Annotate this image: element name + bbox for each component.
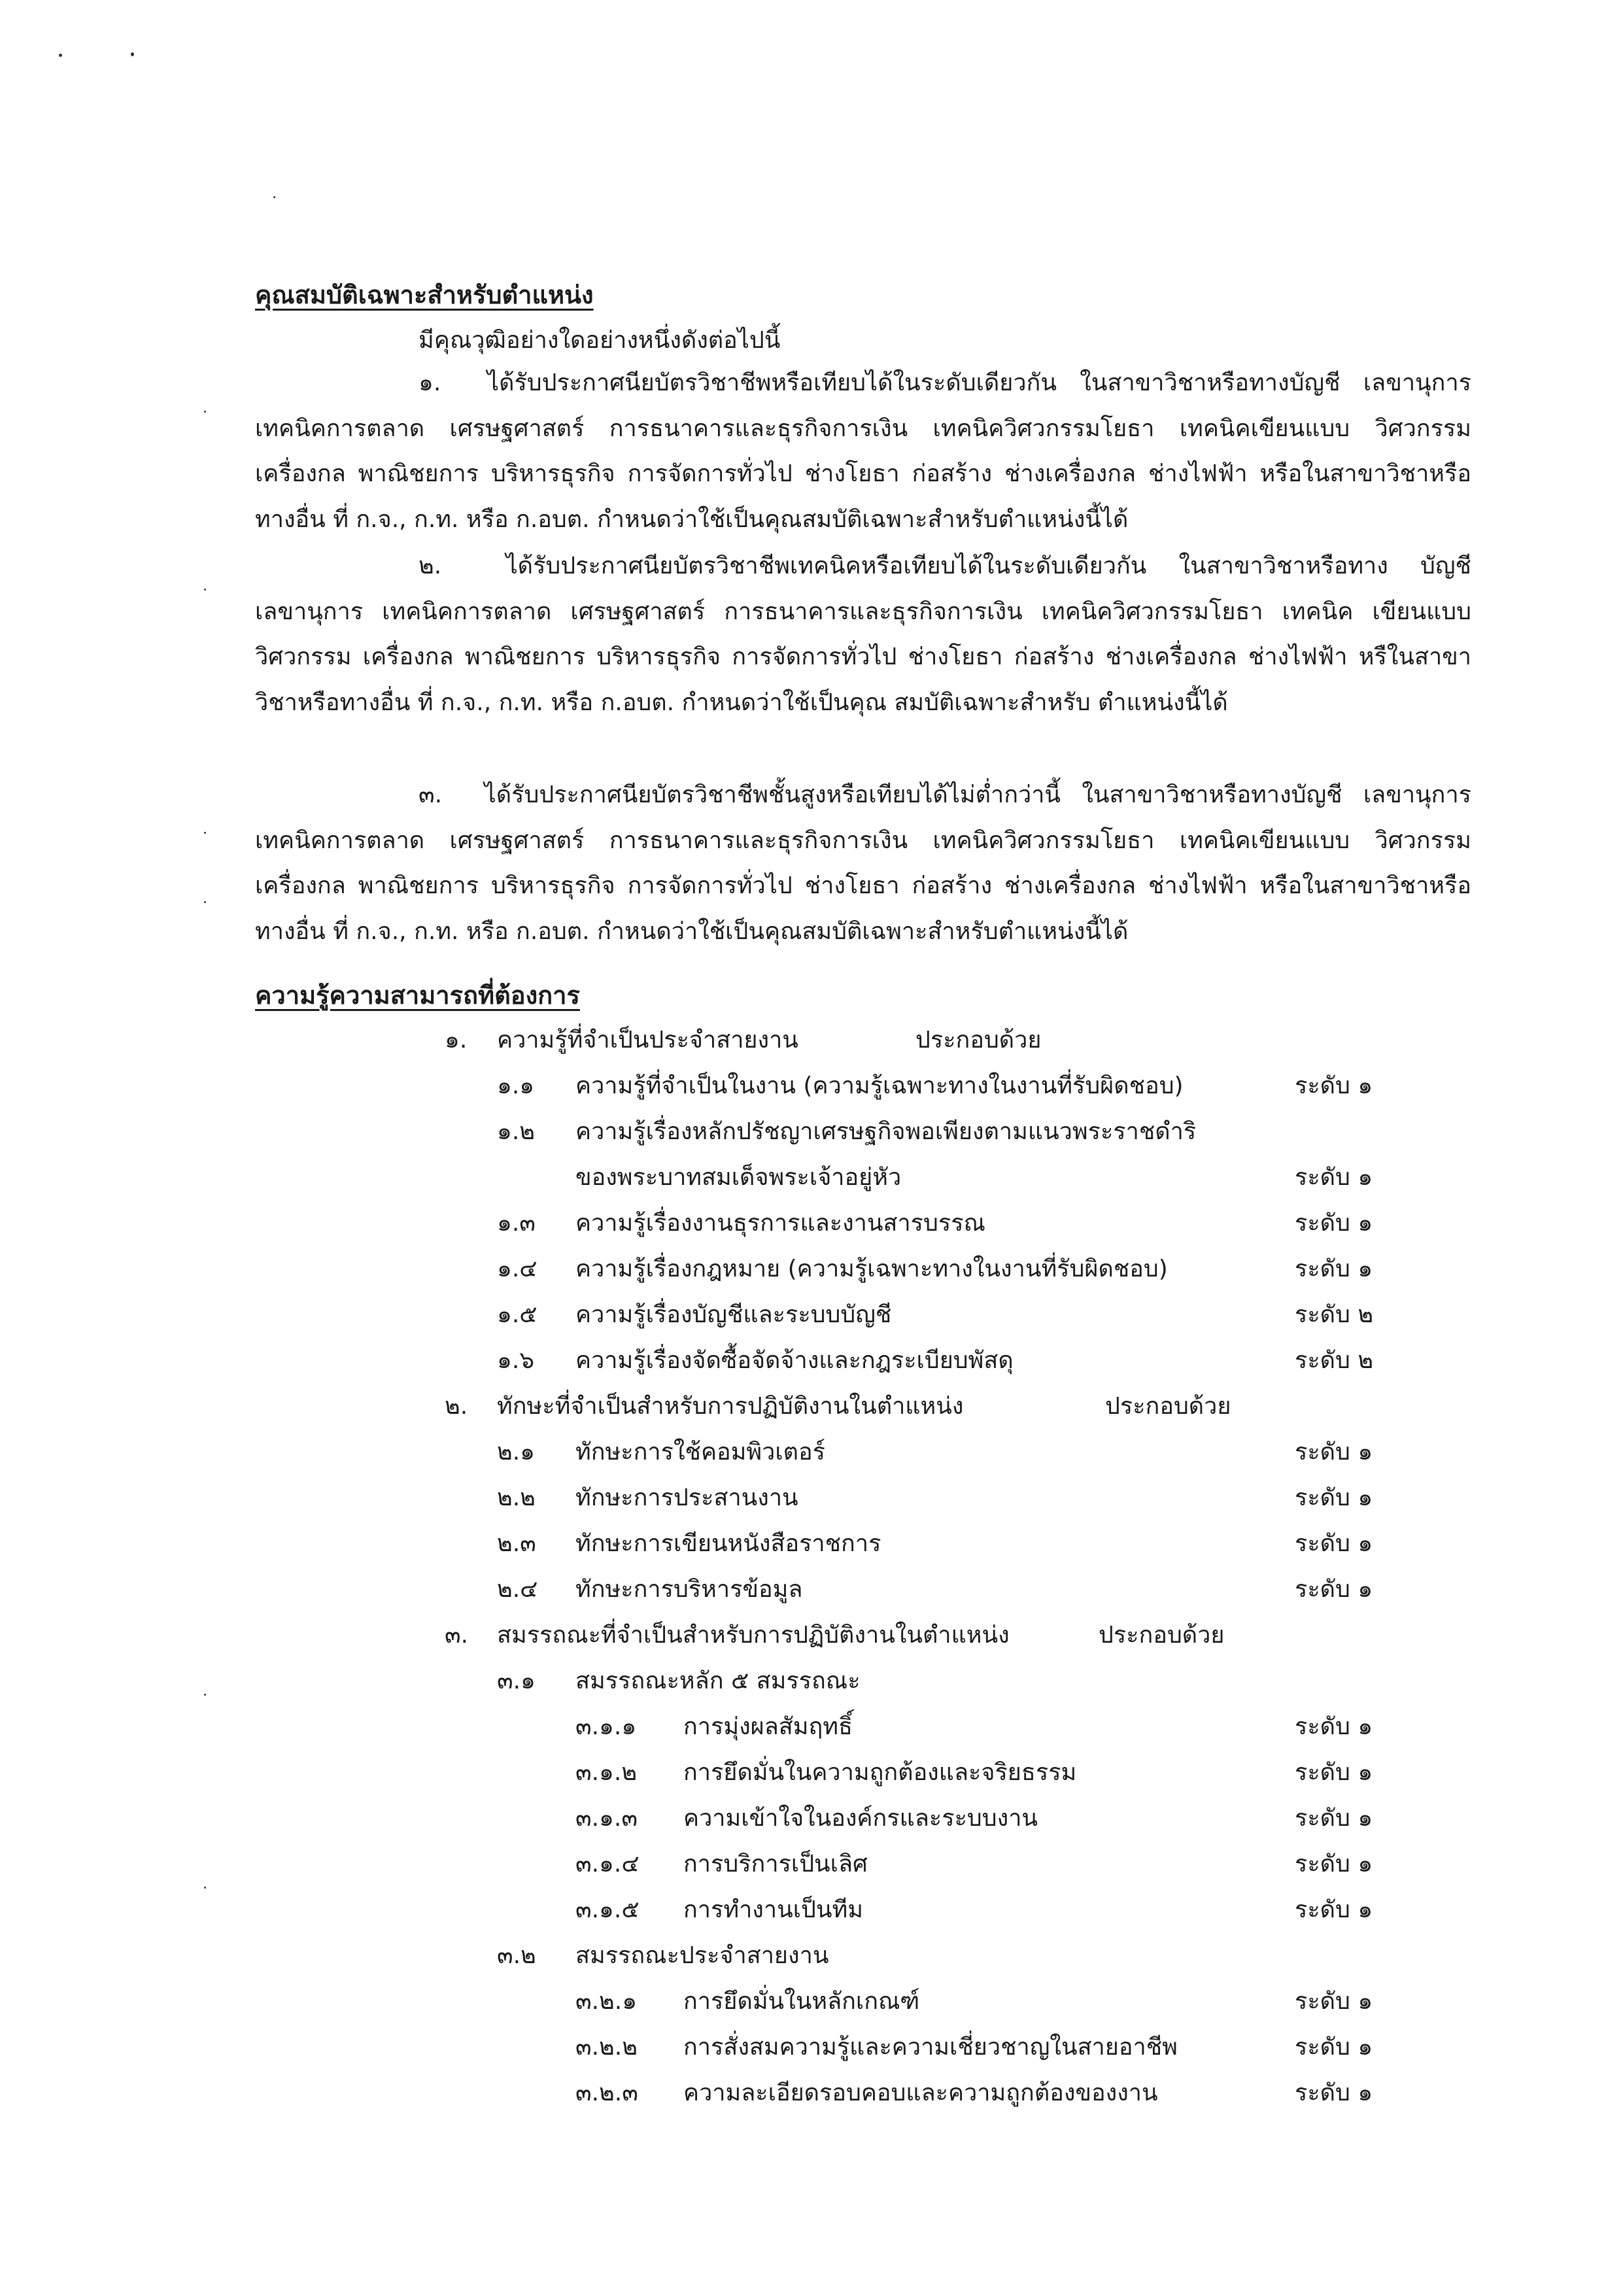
knowledge-row bbox=[0, 1479, 1623, 1518]
knowledge-row bbox=[0, 1158, 1623, 1197]
row-level: ระดับ ๑ bbox=[1295, 1759, 1373, 1786]
qualification-item-text: ได้รับประกาศนียบัตรวิชาชีพหรือเทียบได้ในระดับเดียวกัน ในสาขาวิชาหรือทางบัญชี เลขานุการ เทคนิคการตลาด เศรษฐศาสตร์ การธนาคารและธุรกิจการเงิน เทคนิควิศวกรรมโยธา เทคนิคเขียนแบบ วิศวกรรมเครื่องกล พาณิชยการ บริหารธุรกิจ การจัดการทั่วไป ช่างโยธา ก่อสร้าง ช่างเครื่องกล ช่างไฟฟ้า หรือในสาขาวิชาหรือทางอื่น ที่ ก.จ., ก.ท. หรือ ก.อบต. กำหนดว่าใช้เป็นคุณสมบัติเฉพาะสำหรับตำแหน่งนี้ได้ bbox=[255, 369, 1472, 533]
qualification-item-3 bbox=[255, 772, 1471, 954]
knowledge-row bbox=[0, 1204, 1623, 1243]
row-level: ระดับ ๑ bbox=[1295, 1210, 1373, 1237]
row-text: การสั่งสมความรู้และความเชี่ยวชาญในสายอาชีพ bbox=[683, 2034, 1178, 2061]
row-text: ทักษะที่จำเป็นสำหรับการปฏิบัติงานในตำแหน่ง bbox=[497, 1393, 964, 1420]
row-text: ความรู้เรื่องบัญชีและระบบบัญชี bbox=[575, 1301, 892, 1328]
row-level: ระดับ ๑ bbox=[1295, 1851, 1373, 1877]
row-number: ๒.๑ bbox=[497, 1439, 536, 1465]
row-number: ๒. bbox=[445, 1393, 468, 1420]
scan-speck bbox=[204, 589, 206, 591]
row-number: ๓.๑ bbox=[497, 1668, 536, 1694]
row-number: ๓.๒.๓ bbox=[575, 2080, 638, 2106]
knowledge-row bbox=[0, 1021, 1623, 1060]
row-level: ระดับ ๑ bbox=[1295, 2034, 1373, 2061]
row-text: ของพระบาทสมเด็จพระเจ้าอยู่หัว bbox=[575, 1164, 902, 1191]
row-text: ความรู้เรื่องหลักปรัชญาเศรษฐกิจพอเพียงตามแนวพระราชดำริ bbox=[575, 1118, 1197, 1145]
row-level: ระดับ ๑ bbox=[1295, 1988, 1373, 2015]
knowledge-row bbox=[0, 1936, 1623, 1976]
qualifications-intro: มีคุณวุฒิอย่างใดอย่างหนึ่งดังต่อไปนี้ bbox=[419, 327, 781, 354]
row-number: ๑.๕ bbox=[497, 1301, 538, 1328]
knowledge-row bbox=[0, 1753, 1623, 1792]
row-text: สมรรถณะประจำสายงาน bbox=[575, 1942, 829, 1969]
row-number: ๒.๒ bbox=[497, 1484, 536, 1511]
row-number: ๒.๓ bbox=[497, 1530, 536, 1557]
row-text: การยึดมั่นในหลักเกณฑ์ bbox=[683, 1988, 920, 2015]
row-number: ๓.๑.๓ bbox=[575, 1805, 638, 1832]
row-text: การทำงานเป็นทีม bbox=[683, 1896, 863, 1923]
knowledge-row bbox=[0, 1250, 1623, 1289]
row-text: การยึดมั่นในความถูกต้องและจริยธรรม bbox=[683, 1759, 1077, 1786]
qualification-item-text: ได้รับประกาศนียบัตรวิชาชีพเทคนิคหรือเทียบได้ในระดับเดียวกัน ในสาขาวิชาหรือทาง บัญชี เลขานุการ เทคนิคการตลาด เศรษฐศาสตร์ การธนาคารและธุรกิจการเงิน เทคนิควิศวกรรมโยธา เทคนิค เขียนแบบวิศวกรรม เครื่องกล พาณิชยการ บริหารธุรกิจ การจัดการทั่วไป ช่างโยธา ก่อสร้าง ช่างเครื่องกล ช่างไฟฟ้า หรืในสาขาวิชาหรือทางอื่น ที่ ก.จ., ก.ท. หรือ ก.อบต. กำหนดว่าใช้เป็นคุณ สมบัติเฉพาะสำหรับ ตำแหน่งนี้ได้ bbox=[255, 553, 1471, 716]
row-number: ๑.๖ bbox=[497, 1347, 535, 1374]
row-text: สมรรถณะหลัก ๕ สมรรถณะ bbox=[575, 1668, 861, 1694]
row-text: สมรรถณะที่จำเป็นสำหรับการปฏิบัติงานในตำแหน่ง bbox=[497, 1622, 1010, 1649]
scan-speck bbox=[204, 832, 206, 834]
knowledge-row bbox=[0, 1295, 1623, 1335]
row-text: ความรู้ที่จำเป็นประจำสายงาน bbox=[497, 1027, 798, 1054]
row-text: ความรู้เรื่องจัดซื้อจัดจ้างและกฎระเบียบพัสดุ bbox=[575, 1347, 1014, 1374]
row-level: ระดับ ๑ bbox=[1295, 1530, 1373, 1557]
knowledge-row bbox=[0, 1662, 1623, 1701]
qualification-item-number: ๒. bbox=[419, 553, 442, 579]
scan-speck bbox=[204, 901, 206, 903]
row-level: ระดับ ๑ bbox=[1295, 1805, 1373, 1832]
row-level: ระดับ ๑ bbox=[1295, 2080, 1373, 2106]
knowledge-row bbox=[0, 1433, 1623, 1472]
row-number: ๓.๒ bbox=[497, 1942, 536, 1969]
knowledge-row bbox=[0, 1982, 1623, 2021]
qualification-item-2 bbox=[255, 543, 1471, 725]
knowledge-row bbox=[0, 1616, 1623, 1655]
row-number: ๓.๑.๕ bbox=[575, 1896, 640, 1923]
row-number: ๑.๓ bbox=[497, 1210, 536, 1237]
row-level: ระดับ ๑ bbox=[1295, 1484, 1373, 1511]
row-text: ทักษะการใช้คอมพิวเตอร์ bbox=[575, 1439, 825, 1465]
row-text: ความรู้เรื่องงานธุรการและงานสารบรรณ bbox=[575, 1210, 985, 1237]
knowledge-row bbox=[0, 1524, 1623, 1564]
row-level: ระดับ ๑ bbox=[1295, 1713, 1373, 1740]
row-text: ทักษะการบริหารข้อมูล bbox=[575, 1576, 803, 1603]
qualification-item-number: ๓. bbox=[419, 781, 443, 808]
knowledge-row bbox=[0, 1387, 1623, 1426]
row-level: ระดับ ๑ bbox=[1295, 1164, 1373, 1191]
scan-speck bbox=[273, 196, 275, 198]
row-extra: ประกอบด้วย bbox=[915, 1027, 1042, 1054]
row-text: ทักษะการเขียนหนังสือราชการ bbox=[575, 1530, 881, 1557]
knowledge-row bbox=[0, 1799, 1623, 1838]
row-text: ความเข้าใจในองค์กรและระบบงาน bbox=[683, 1805, 1038, 1832]
row-text: การบริการเป็นเลิศ bbox=[683, 1851, 868, 1877]
scan-speck bbox=[204, 1887, 206, 1889]
knowledge-row bbox=[0, 2074, 1623, 2113]
knowledge-heading: ความรู้ความสามารถที่ต้องการ bbox=[255, 981, 580, 1010]
row-number: ๓. bbox=[445, 1622, 469, 1649]
row-number: ๑.๒ bbox=[497, 1118, 536, 1145]
row-text: ความรู้เรื่องกฎหมาย (ความรู้เฉพาะทางในงานที่รับผิดชอบ) bbox=[575, 1256, 1168, 1282]
row-text: การมุ่งผลสัมฤทธิ์ bbox=[683, 1713, 853, 1740]
row-number: ๓.๑.๑ bbox=[575, 1713, 637, 1740]
row-level: ระดับ ๑ bbox=[1295, 1896, 1373, 1923]
qualifications-heading: คุณสมบัติเฉพาะสำหรับตำแหน่ง bbox=[255, 281, 594, 309]
row-level: ระดับ ๒ bbox=[1295, 1301, 1374, 1328]
qualification-item-text: ได้รับประกาศนียบัตรวิชาชีพชั้นสูงหรือเทียบได้ไม่ต่ำกว่านี้ ในสาขาวิชาหรือทางบัญชี เลขานุการ เทคนิคการตลาด เศรษฐศาสตร์ การธนาคารและธุรกิจการเงิน เทคนิควิศวกรรมโยธา เทคนิคเขียนแบบ วิศวกรรม เครื่องกล พาณิชยการ บริหารธุรกิจ การจัดการทั่วไป ช่างโยธา ก่อสร้าง ช่างเครื่องกล ช่างไฟฟ้า หรือในสาขาวิชาหรือทางอื่น ที่ ก.จ., ก.ท. หรือ ก.อบต. กำหนดว่าใช้เป็นคุณสมบัติเฉพาะสำหรับตำแหน่งนี้ได้ bbox=[255, 781, 1471, 945]
row-number: ๑.๑ bbox=[497, 1072, 535, 1099]
knowledge-row bbox=[0, 1570, 1623, 1609]
row-number: ๓.๑.๔ bbox=[575, 1851, 640, 1877]
qualification-item-1 bbox=[255, 360, 1471, 542]
row-level: ระดับ ๑ bbox=[1295, 1439, 1373, 1465]
knowledge-row bbox=[0, 1845, 1623, 1884]
row-extra: ประกอบด้วย bbox=[1105, 1393, 1231, 1420]
row-level: ระดับ ๑ bbox=[1295, 1576, 1373, 1603]
scan-speck bbox=[204, 411, 206, 413]
row-text: ความละเอียดรอบคอบและความถูกต้องของงาน bbox=[683, 2080, 1158, 2106]
scan-speck bbox=[131, 52, 134, 56]
row-level: ระดับ ๒ bbox=[1295, 1347, 1374, 1374]
knowledge-row bbox=[0, 2028, 1623, 2067]
row-number: ๒.๔ bbox=[497, 1576, 538, 1603]
knowledge-row bbox=[0, 1112, 1623, 1152]
row-level: ระดับ ๑ bbox=[1295, 1256, 1373, 1282]
knowledge-row bbox=[0, 1341, 1623, 1380]
row-level: ระดับ ๑ bbox=[1295, 1072, 1373, 1099]
row-text: ทักษะการประสานงาน bbox=[575, 1484, 798, 1511]
knowledge-row bbox=[0, 1891, 1623, 1930]
row-number: ๓.๒.๑ bbox=[575, 1988, 638, 2015]
row-number: ๓.๑.๒ bbox=[575, 1759, 638, 1786]
row-number: ๓.๒.๒ bbox=[575, 2034, 638, 2061]
row-extra: ประกอบด้วย bbox=[1099, 1622, 1225, 1649]
knowledge-row bbox=[0, 1707, 1623, 1747]
row-number: ๑.๔ bbox=[497, 1256, 538, 1282]
qualification-item-number: ๑. bbox=[419, 369, 441, 396]
row-text: ความรู้ที่จำเป็นในงาน (ความรู้เฉพาะทางในงานที่รับผิดชอบ) bbox=[575, 1072, 1184, 1099]
scan-speck bbox=[59, 54, 62, 57]
knowledge-row bbox=[0, 1067, 1623, 1106]
row-number: ๑. bbox=[445, 1027, 468, 1054]
